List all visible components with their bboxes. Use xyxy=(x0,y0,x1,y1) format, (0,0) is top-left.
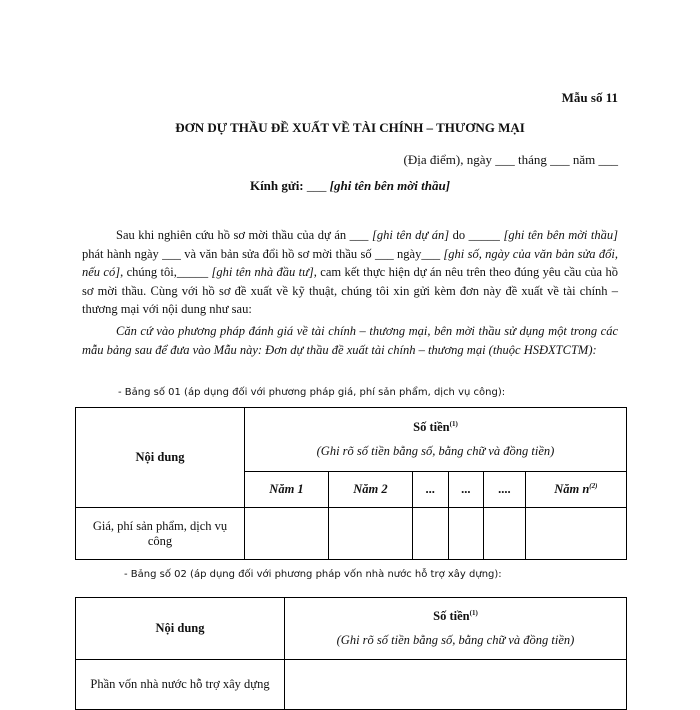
table1-money-sup: (1) xyxy=(449,420,458,429)
table1-note: - Bảng số 01 (áp dụng đối với phương pháp giá, phí sản phẩm, dịch vụ công): xyxy=(118,387,506,398)
table1-year-2: Năm 2 xyxy=(328,472,412,508)
table1-money-hint: (Ghi rõ số tiền bằng số, bằng chữ và đồng tiền) xyxy=(316,443,555,458)
table1-cell xyxy=(484,508,526,560)
greeting-line xyxy=(0,178,700,194)
table1-cell xyxy=(448,508,484,560)
para1-text-4: , chúng tôi,_____ xyxy=(120,265,212,279)
para1-hint-investor: [ghi tên nhà đầu tư] xyxy=(211,265,314,279)
table1-cell xyxy=(245,508,329,560)
table1-year-n-sup: (2) xyxy=(589,481,598,490)
greeting-label: Kính gửi: xyxy=(249,178,304,193)
table1-year-n-label: Năm n xyxy=(554,482,590,497)
table1-cell xyxy=(525,508,626,560)
table2-money-label: Số tiền xyxy=(433,609,470,624)
table2-note: - Bảng số 02 (áp dụng đối với phương pháp vốn nhà nước hỗ trợ xây dựng): xyxy=(124,569,502,580)
table2-header-money xyxy=(285,598,627,660)
table2-money-sup: (1) xyxy=(469,609,478,618)
table1-year-3: ... xyxy=(412,472,448,508)
table2-row-label: Phần vốn nhà nước hỗ trợ xây dựng xyxy=(76,660,285,710)
place-date-line: (Địa điểm), ngày ___ tháng ___ năm ___ xyxy=(403,152,618,167)
para1-text-1: Sau khi nghiên cứu hồ sơ mời thầu của dự án ___ xyxy=(116,228,372,242)
para1-hint-amendment: [ghi số, ngày của văn bản sửa đổi, nếu có] xyxy=(82,246,618,279)
table1-row-label: Giá, phí sản phẩm, dịch vụ công xyxy=(76,508,245,560)
table-01 xyxy=(75,407,627,560)
table1-year-n xyxy=(525,472,626,508)
para1-hint-project: [ghi tên dự án] xyxy=(371,228,450,242)
document-title: ĐƠN DỰ THẦU ĐỀ XUẤT VỀ TÀI CHÍNH – THƯƠNG MẠI xyxy=(175,120,525,135)
para1-text-5: , cam kết thực hiện dự án nêu trên theo đúng yêu cầu của hồ sơ mời thầu. Cùng với hồ sơ đề xuất về kỹ thuật, chúng tôi xin gửi kèm đơn này đề xuất về tài chính – thương mại với nội dung như sau: xyxy=(82,265,618,316)
para1-text-2: do _____ xyxy=(449,228,504,242)
table1-money-label: Số tiền xyxy=(413,420,450,435)
greeting-recipient-hint: [ghi tên bên mời thầu] xyxy=(329,178,451,193)
table1-year-5: .... xyxy=(484,472,526,508)
table2-header-content: Nội dung xyxy=(76,598,285,660)
para1-hint-inviter: [ghi tên bên mời thầu] xyxy=(503,228,619,242)
form-number: Mẫu số 11 xyxy=(561,90,618,105)
instruction-paragraph: Căn cứ vào phương pháp đánh giá về tài chính – thương mại, bên mời thầu sử dụng một trong các mẫu bảng sau để đưa vào Mẫu này: Đơn dự thầu đề xuất tài chính – thương mại (thuộc HSĐXTCTM): xyxy=(82,324,618,357)
table1-header-money xyxy=(245,408,627,472)
table-02 xyxy=(75,597,627,710)
para1-text-3: phát hành ngày ___ và văn bản sửa đổi hồ sơ mời thầu số ___ ngày___ xyxy=(82,246,444,261)
intro-paragraph xyxy=(82,226,618,319)
greeting-blank: ___ xyxy=(306,178,327,193)
table1-year-1: Năm 1 xyxy=(245,472,329,508)
table2-cell xyxy=(285,660,627,710)
table1-year-4: ... xyxy=(448,472,484,508)
table1-cell xyxy=(328,508,412,560)
table1-cell xyxy=(412,508,448,560)
table2-money-hint: (Ghi rõ số tiền bằng số, bằng chữ và đồng tiền) xyxy=(336,632,575,647)
table1-header-content: Nội dung xyxy=(76,408,245,508)
